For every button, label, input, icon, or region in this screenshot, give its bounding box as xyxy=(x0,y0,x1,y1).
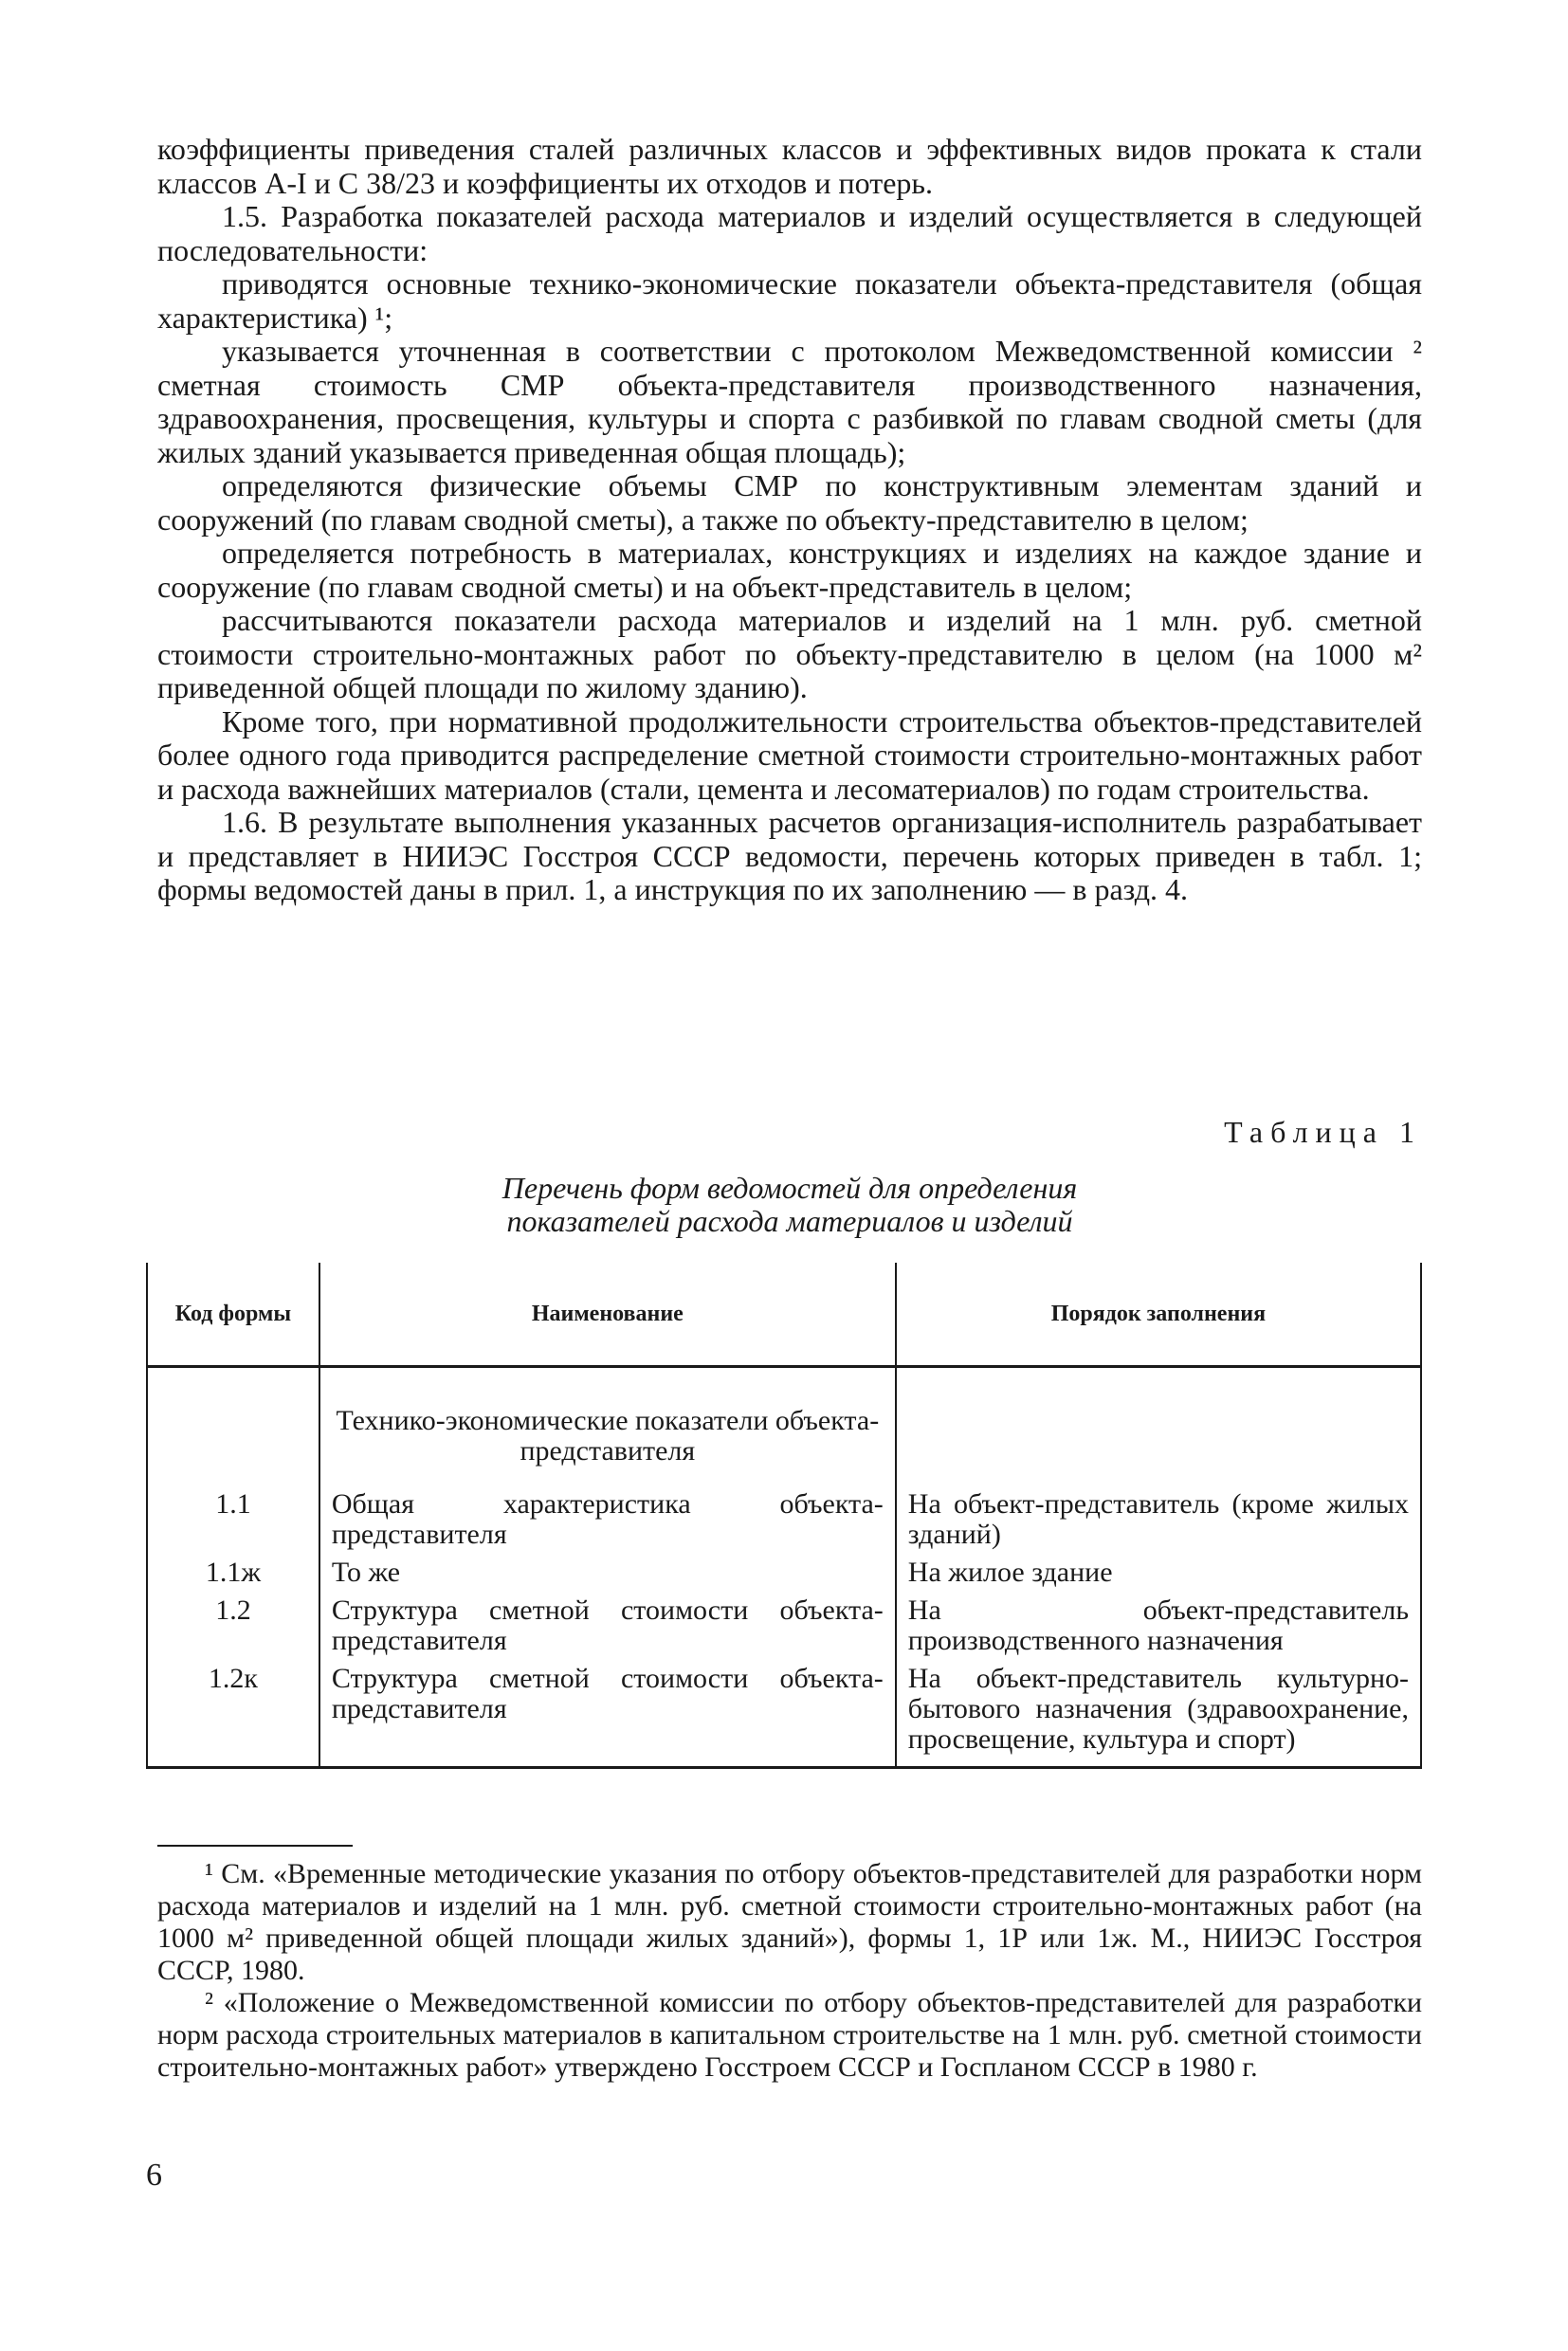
forms-table xyxy=(146,1263,1422,1769)
list-item-material-demand: определяется потребность в материалах, конструкциях и изделиях на каждое здание и сооружение (по главам сводной сметы) и на объект-представитель в целом; xyxy=(157,536,1422,604)
row-name: То же xyxy=(319,1554,896,1592)
row-code: 1.2 xyxy=(147,1592,319,1660)
table-caption xyxy=(157,1172,1422,1238)
list-item-characteristics: приводятся основные технико-экономические показатели объекта-представителя (общая характеристика) ¹; xyxy=(157,266,1422,335)
footnote-2: ² «Положение о Межведомственной комиссии по отбору объектов-представителей для разработки норм расхода строительных материалов в капитальном строительстве на 1 млн. руб. сметной стоимости строительно-монтажных работ» утверждено Госстроем СССР и Госпланом СССР в 1980 г. xyxy=(157,1987,1422,2083)
footnote-1: ¹ См. «Временные методические указания по отбору объектов-представителей для разработки норм расхода материалов и изделий на 1 млн. руб. сметной стоимости строительно-монтажных работ (на 1000 м² приведенной общей площади жилых зданий»), формы 1, 1Р или 1ж. М., НИИЭС Госстроя СССР, 1980. xyxy=(157,1858,1422,1986)
table-caption-line-1: Перечень форм ведомостей для определения xyxy=(501,1171,1078,1205)
row-code: 1.2к xyxy=(147,1660,319,1768)
section-title: Технико-экономические показатели объекта-представителя xyxy=(319,1367,896,1486)
table-row xyxy=(147,1592,1421,1660)
list-item-physical-volumes: определяются физические объемы СМР по конструктивным элементам зданий и сооружений (по главам сводной сметы), а также по объекту-представителю в целом; xyxy=(157,468,1422,537)
table-header-row xyxy=(147,1263,1421,1367)
row-order: На объект-представитель культурно-бытового назначения (здравоохранение, просвещение, культура и спорт) xyxy=(896,1660,1421,1768)
row-order: На объект-представитель производственного назначения xyxy=(896,1592,1421,1660)
row-name: Общая характеристика объекта-представителя xyxy=(319,1485,896,1554)
paragraph-continuation: коэффициенты приведения сталей различных классов и эффективных видов проката к стали классов А-I и С 38/23 и коэффициенты их отходов и потерь. xyxy=(157,132,1422,200)
row-order: На объект-представитель (кроме жилых зданий) xyxy=(896,1485,1421,1554)
header-order: Порядок заполнения xyxy=(896,1263,1421,1367)
row-code: 1.1 xyxy=(147,1485,319,1554)
row-name: Структура сметной стоимости объекта-представителя xyxy=(319,1660,896,1768)
page-number: 6 xyxy=(146,2158,162,2193)
table-row xyxy=(147,1554,1421,1592)
table-caption-line-2: показателей расхода материалов и изделий xyxy=(506,1204,1073,1238)
table-label: Таблица 1 xyxy=(1224,1115,1422,1149)
footnote-divider xyxy=(157,1845,353,1847)
body-text xyxy=(157,133,1422,907)
table-row xyxy=(147,1485,1421,1554)
footnotes xyxy=(157,1858,1422,2084)
paragraph-1-6: 1.6. В результате выполнения указанных расчетов организация-исполнитель разрабатывает и представляет в НИИЭС Госстроя СССР ведомости, перечень которых приведен в табл. 1; формы ведомостей даны в прил. 1, а инструкция по их заполнению — в разд. 4. xyxy=(157,805,1422,906)
list-item-estimated-cost: указывается уточненная в соответствии с протоколом Межведомственной комиссии ² сметная стоимость СМР объекта-представителя производственного назначения, здравоохранения, просвещения, культуры и спорта с разбивкой по главам сводной сметы (для жилых зданий указывается приведенная общая площадь); xyxy=(157,334,1422,469)
header-name: Наименование xyxy=(319,1263,896,1367)
header-code: Код формы xyxy=(147,1263,319,1367)
row-code: 1.1ж xyxy=(147,1554,319,1592)
row-order: На жилое здание xyxy=(896,1554,1421,1592)
table-row xyxy=(147,1660,1421,1768)
list-item-consumption-indicators: рассчитываются показатели расхода материалов и изделий на 1 млн. руб. сметной стоимости строительно-монтажных работ по объекту-представителю в целом (на 1000 м² приведенной общей площади по жилому зданию). xyxy=(157,603,1422,704)
paragraph-1-5: 1.5. Разработка показателей расхода материалов и изделий осуществляется в следующей последовательности: xyxy=(157,199,1422,267)
row-name: Структура сметной стоимости объекта-представителя xyxy=(319,1592,896,1660)
table-section-row xyxy=(147,1367,1421,1486)
paragraph-distribution: Кроме того, при нормативной продолжительности строительства объектов-представителей более одного года приводится распределение сметной стоимости строительно-монтажных работ и расхода важнейших материалов (стали, цемента и лесоматериалов) по годам строительства. xyxy=(157,703,1422,806)
